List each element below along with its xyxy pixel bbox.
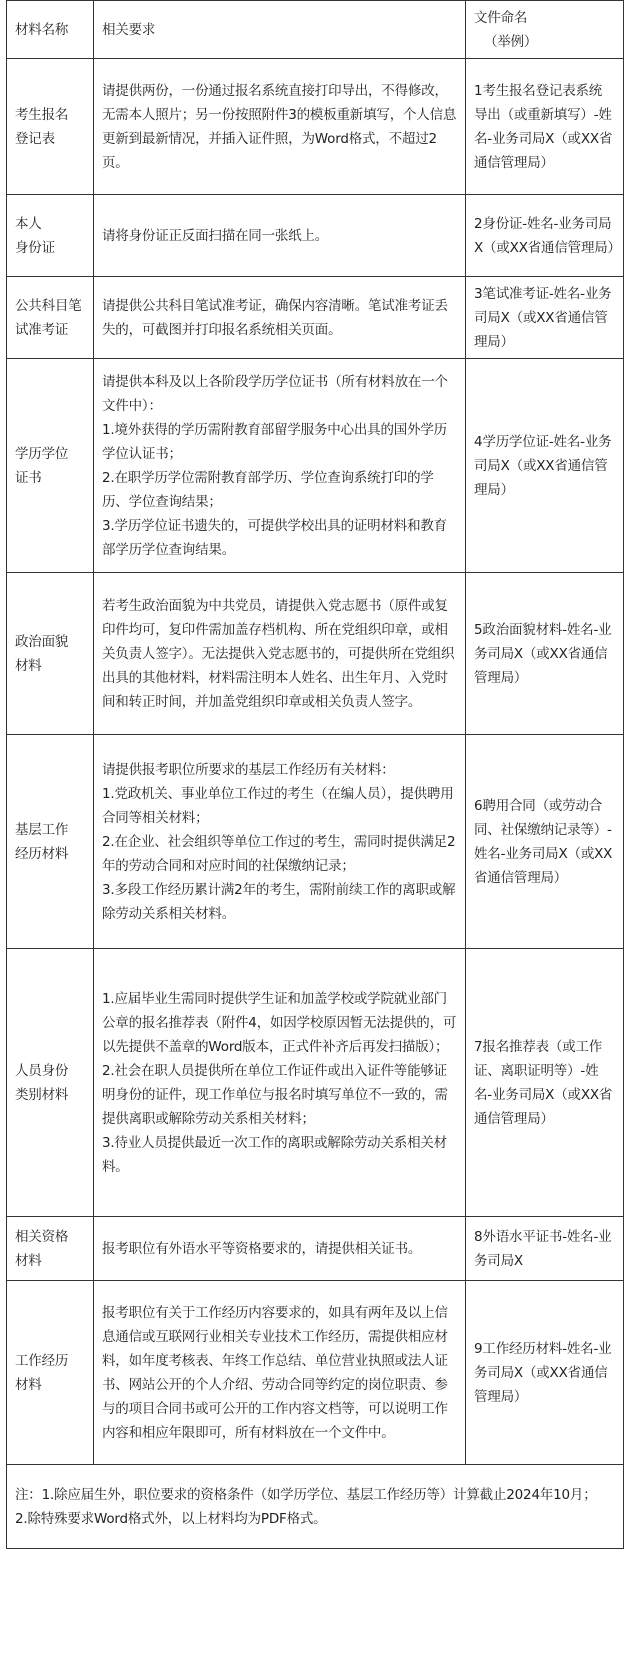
- row-material-name: 基层工作 经历材料: [7, 735, 94, 949]
- row-requirement: 请提供本科及以上各阶段学历学位证书（所有材料放在一个文件中）： 1.境外获得的学历需附教育部留学服务中心出具的国外学历学位认证书； 2.在职学历学位需附教育部学历、学位查询系统打印的学历、学位查询结果； 3.学历学位证书遗失的，可提供学校出具的证明材料和教育部学历学位查询结果。: [94, 359, 466, 573]
- row-material-name: 本人 身份证: [7, 195, 94, 277]
- row-material-name: 公共科目笔试准考证: [7, 277, 94, 359]
- table-row: [7, 1281, 624, 1465]
- row-file-name: 8外语水平证书-姓名-业务司局X: [466, 1217, 624, 1281]
- row-material-name: 相关资格 材料: [7, 1217, 94, 1281]
- table-row: [7, 735, 624, 949]
- row-requirement: 请提供两份，一份通过报名系统直接打印导出，不得修改，无需本人照片；另一份按照附件3的模板重新填写，个人信息更新到最新情况，并插入证件照，为Word格式，不超过2页。: [94, 59, 466, 195]
- table-row: [7, 573, 624, 735]
- table-note: [7, 1465, 624, 1549]
- header-requirements: 相关要求: [94, 1, 466, 59]
- row-requirement: 请提供报考职位所要求的基层工作经历有关材料： 1.党政机关、事业单位工作过的考生（在编人员），提供聘用合同等相关材料； 2.在企业、社会组织等单位工作过的考生，需同时提供满足2年的劳动合同和对应时间的社保缴纳记录； 3.多段工作经历累计满2年的考生，需附前续工作的离职或解除劳动关系相关材料。: [94, 735, 466, 949]
- row-requirement: 请将身份证正反面扫描在同一张纸上。: [94, 195, 466, 277]
- row-file-name: 6聘用合同（或劳动合同、社保缴纳记录等）-姓名-业务司局X（或XX省通信管理局）: [466, 735, 624, 949]
- table-row: [7, 949, 624, 1217]
- row-requirement: 1.应届毕业生需同时提供学生证和加盖学校或学院就业部门公章的报名推荐表（附件4，如因学校原因暂无法提供的，可以先提供不盖章的Word版本，正式件补齐后再发扫描版）； 2.社会在职人员提供所在单位工作证件或出入证件等能够证明身份的证件，现工作单位与报名时填写单位不一致的，需提供离职或解除劳动关系相关材料； 3.待业人员提供最近一次工作的离职或解除劳动关系相关材料。: [94, 949, 466, 1217]
- table-row: [7, 59, 624, 195]
- row-material-name: 学历学位 证书: [7, 359, 94, 573]
- row-file-name: 7报名推荐表（或工作证、离职证明等）-姓名-业务司局X（或XX省通信管理局）: [466, 949, 624, 1217]
- row-material-name: 人员身份 类别材料: [7, 949, 94, 1217]
- table-header-row: [7, 1, 624, 59]
- row-file-name: 5政治面貌材料-姓名-业务司局X（或XX省通信管理局）: [466, 573, 624, 735]
- row-file-name: 2身份证-姓名-业务司局X（或XX省通信管理局）: [466, 195, 624, 277]
- row-requirement: 报考职位有外语水平等资格要求的，请提供相关证书。: [94, 1217, 466, 1281]
- row-requirement: 请提供公共科目笔试准考证，确保内容清晰。笔试准考证丢失的，可截图并打印报名系统相关页面。: [94, 277, 466, 359]
- note-line-1: 注：1.除应届生外，职位要求的资格条件（如学历学位、基层工作经历等）计算截止2024年10月；: [15, 1486, 597, 1503]
- row-file-name: 1考生报名登记表系统导出（或重新填写）-姓名-业务司局X（或XX省通信管理局）: [466, 59, 624, 195]
- row-material-name: 工作经历 材料: [7, 1281, 94, 1465]
- row-file-name: 4学历学位证-姓名-业务司局X（或XX省通信管理局）: [466, 359, 624, 573]
- header-material-name: 材料名称: [7, 1, 94, 59]
- table-row: [7, 277, 624, 359]
- table-note-row: [7, 1465, 624, 1549]
- header-file-naming: [466, 1, 624, 59]
- row-requirement: 报考职位有关于工作经历内容要求的，如具有两年及以上信息通信或互联网行业相关专业技术工作经历，需提供相应材料，如年度考核表、年终工作总结、单位营业执照或法人证书、网站公开的个人介绍、劳动合同等约定的岗位职责、参与的项目合同书或可公开的工作内容文档等，可以说明工作内容和相应年限即可，所有材料放在一个文件中。: [94, 1281, 466, 1465]
- table-row: [7, 1217, 624, 1281]
- table-row: [7, 195, 624, 277]
- row-file-name: 9工作经历材料-姓名-业务司局X（或XX省通信管理局）: [466, 1281, 624, 1465]
- header-file-naming-line1: 文件命名: [474, 9, 528, 26]
- requirements-document: [6, 0, 623, 1549]
- row-material-name: 考生报名 登记表: [7, 59, 94, 195]
- row-requirement: 若考生政治面貌为中共党员，请提供入党志愿书（原件或复印件均可，复印件需加盖存档机构、所在党组织印章，或相关负责人签字）。无法提供入党志愿书的，可提供所在党组织出具的其他材料，材料需注明本人姓名、出生年月、入党时间和转正时间，并加盖党组织印章或相关负责人签字。: [94, 573, 466, 735]
- table-row: [7, 359, 624, 573]
- header-file-naming-line2: （举例）: [484, 33, 538, 50]
- row-material-name: 政治面貌 材料: [7, 573, 94, 735]
- row-file-name: 3笔试准考证-姓名-业务司局X（或XX省通信管理局）: [466, 277, 624, 359]
- note-line-2: 2.除特殊要求Word格式外，以上材料均为PDF格式。: [15, 1510, 327, 1527]
- materials-table: [6, 0, 624, 1549]
